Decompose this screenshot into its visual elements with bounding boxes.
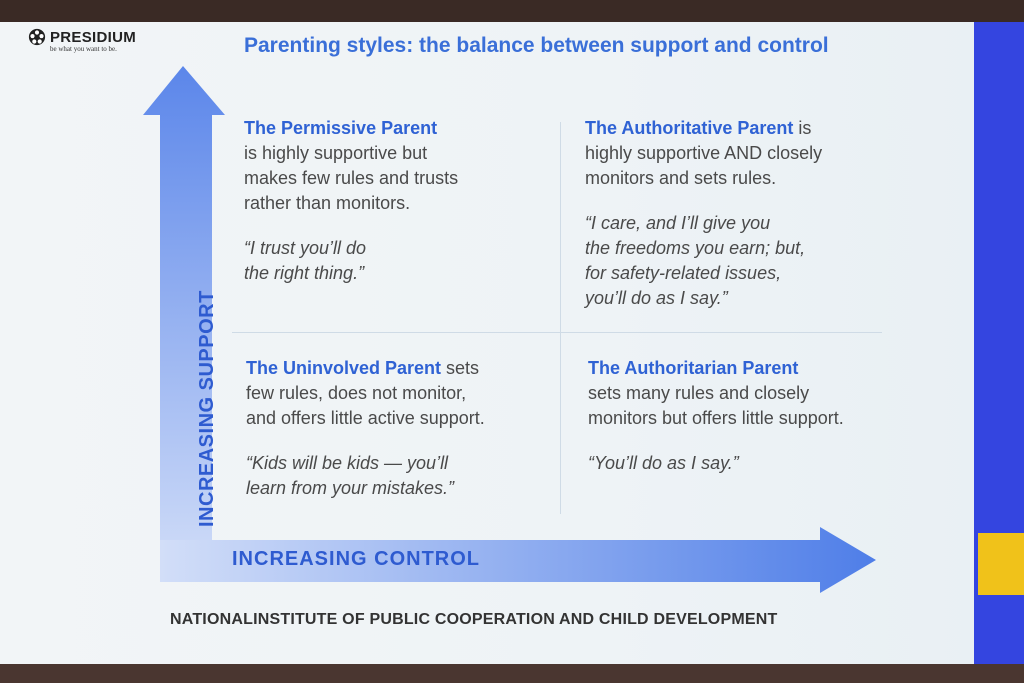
quadrant-heading: The Permissive Parent — [244, 118, 438, 138]
quote-line: the right thing.” — [244, 263, 365, 283]
quadrant-permissive — [244, 116, 544, 286]
quote-line: learn from your mistakes.” — [246, 478, 455, 498]
quadrant-quote — [585, 211, 885, 311]
axis-label-support: INCREASING SUPPORT — [196, 290, 218, 527]
axis-label-control: INCREASING CONTROL — [232, 548, 480, 570]
quote-line: “You’ll do as I say.” — [588, 453, 739, 473]
quadrant-text-line: sets many rules and closely — [588, 383, 810, 403]
quadrant-heading: The Uninvolved Parent — [246, 358, 442, 378]
quote-line: you’ll do as I say.” — [585, 288, 728, 308]
quote-line: for safety-related issues, — [585, 263, 782, 283]
quadrant-text-line: monitors and sets rules. — [585, 168, 777, 188]
quadrant-text-line: rather than monitors. — [244, 193, 411, 213]
quadrant-text-line: is highly supportive but — [244, 143, 428, 163]
quadrant-quote — [588, 451, 908, 476]
quadrant-heading-tail: sets — [441, 358, 480, 378]
quadrant-text-line: monitors but offers little support. — [588, 408, 844, 428]
quadrant-text-line: highly supportive AND closely — [585, 143, 823, 163]
quadrant-text-line: few rules, does not monitor, — [246, 383, 467, 403]
quote-line: the freedoms you earn; but, — [585, 238, 806, 258]
quadrant-authoritative — [585, 116, 885, 311]
slide-footer: NATIONALINSTITUTE OF PUBLIC COOPERATION AND CHILD DEVELOPMENT — [170, 611, 778, 628]
quadrant-heading-tail: is — [793, 118, 812, 138]
logo-tagline: be what you want to be. — [50, 45, 117, 53]
quote-line: “I care, and I’ll give you — [585, 213, 771, 233]
quadrant-text-line: makes few rules and trusts — [244, 168, 459, 188]
quote-line: “Kids will be kids — you’ll — [246, 453, 449, 473]
quadrant-heading: The Authoritarian Parent — [588, 358, 799, 378]
quadrant-text-line: and offers little active support. — [246, 408, 485, 428]
quadrant-authoritarian — [588, 356, 908, 476]
quadrant-quote — [244, 236, 544, 286]
logo-name: PRESIDIUM — [50, 28, 137, 46]
quadrant-divider-horizontal — [232, 332, 882, 333]
slide-title: Parenting styles: the balance between support and control — [244, 34, 829, 57]
quadrant-heading: The Authoritative Parent — [585, 118, 794, 138]
quadrant-divider-vertical — [560, 122, 561, 514]
quote-line: “I trust you’ll do — [244, 238, 367, 258]
quadrant-quote — [246, 451, 546, 501]
quadrant-uninvolved — [246, 356, 546, 501]
